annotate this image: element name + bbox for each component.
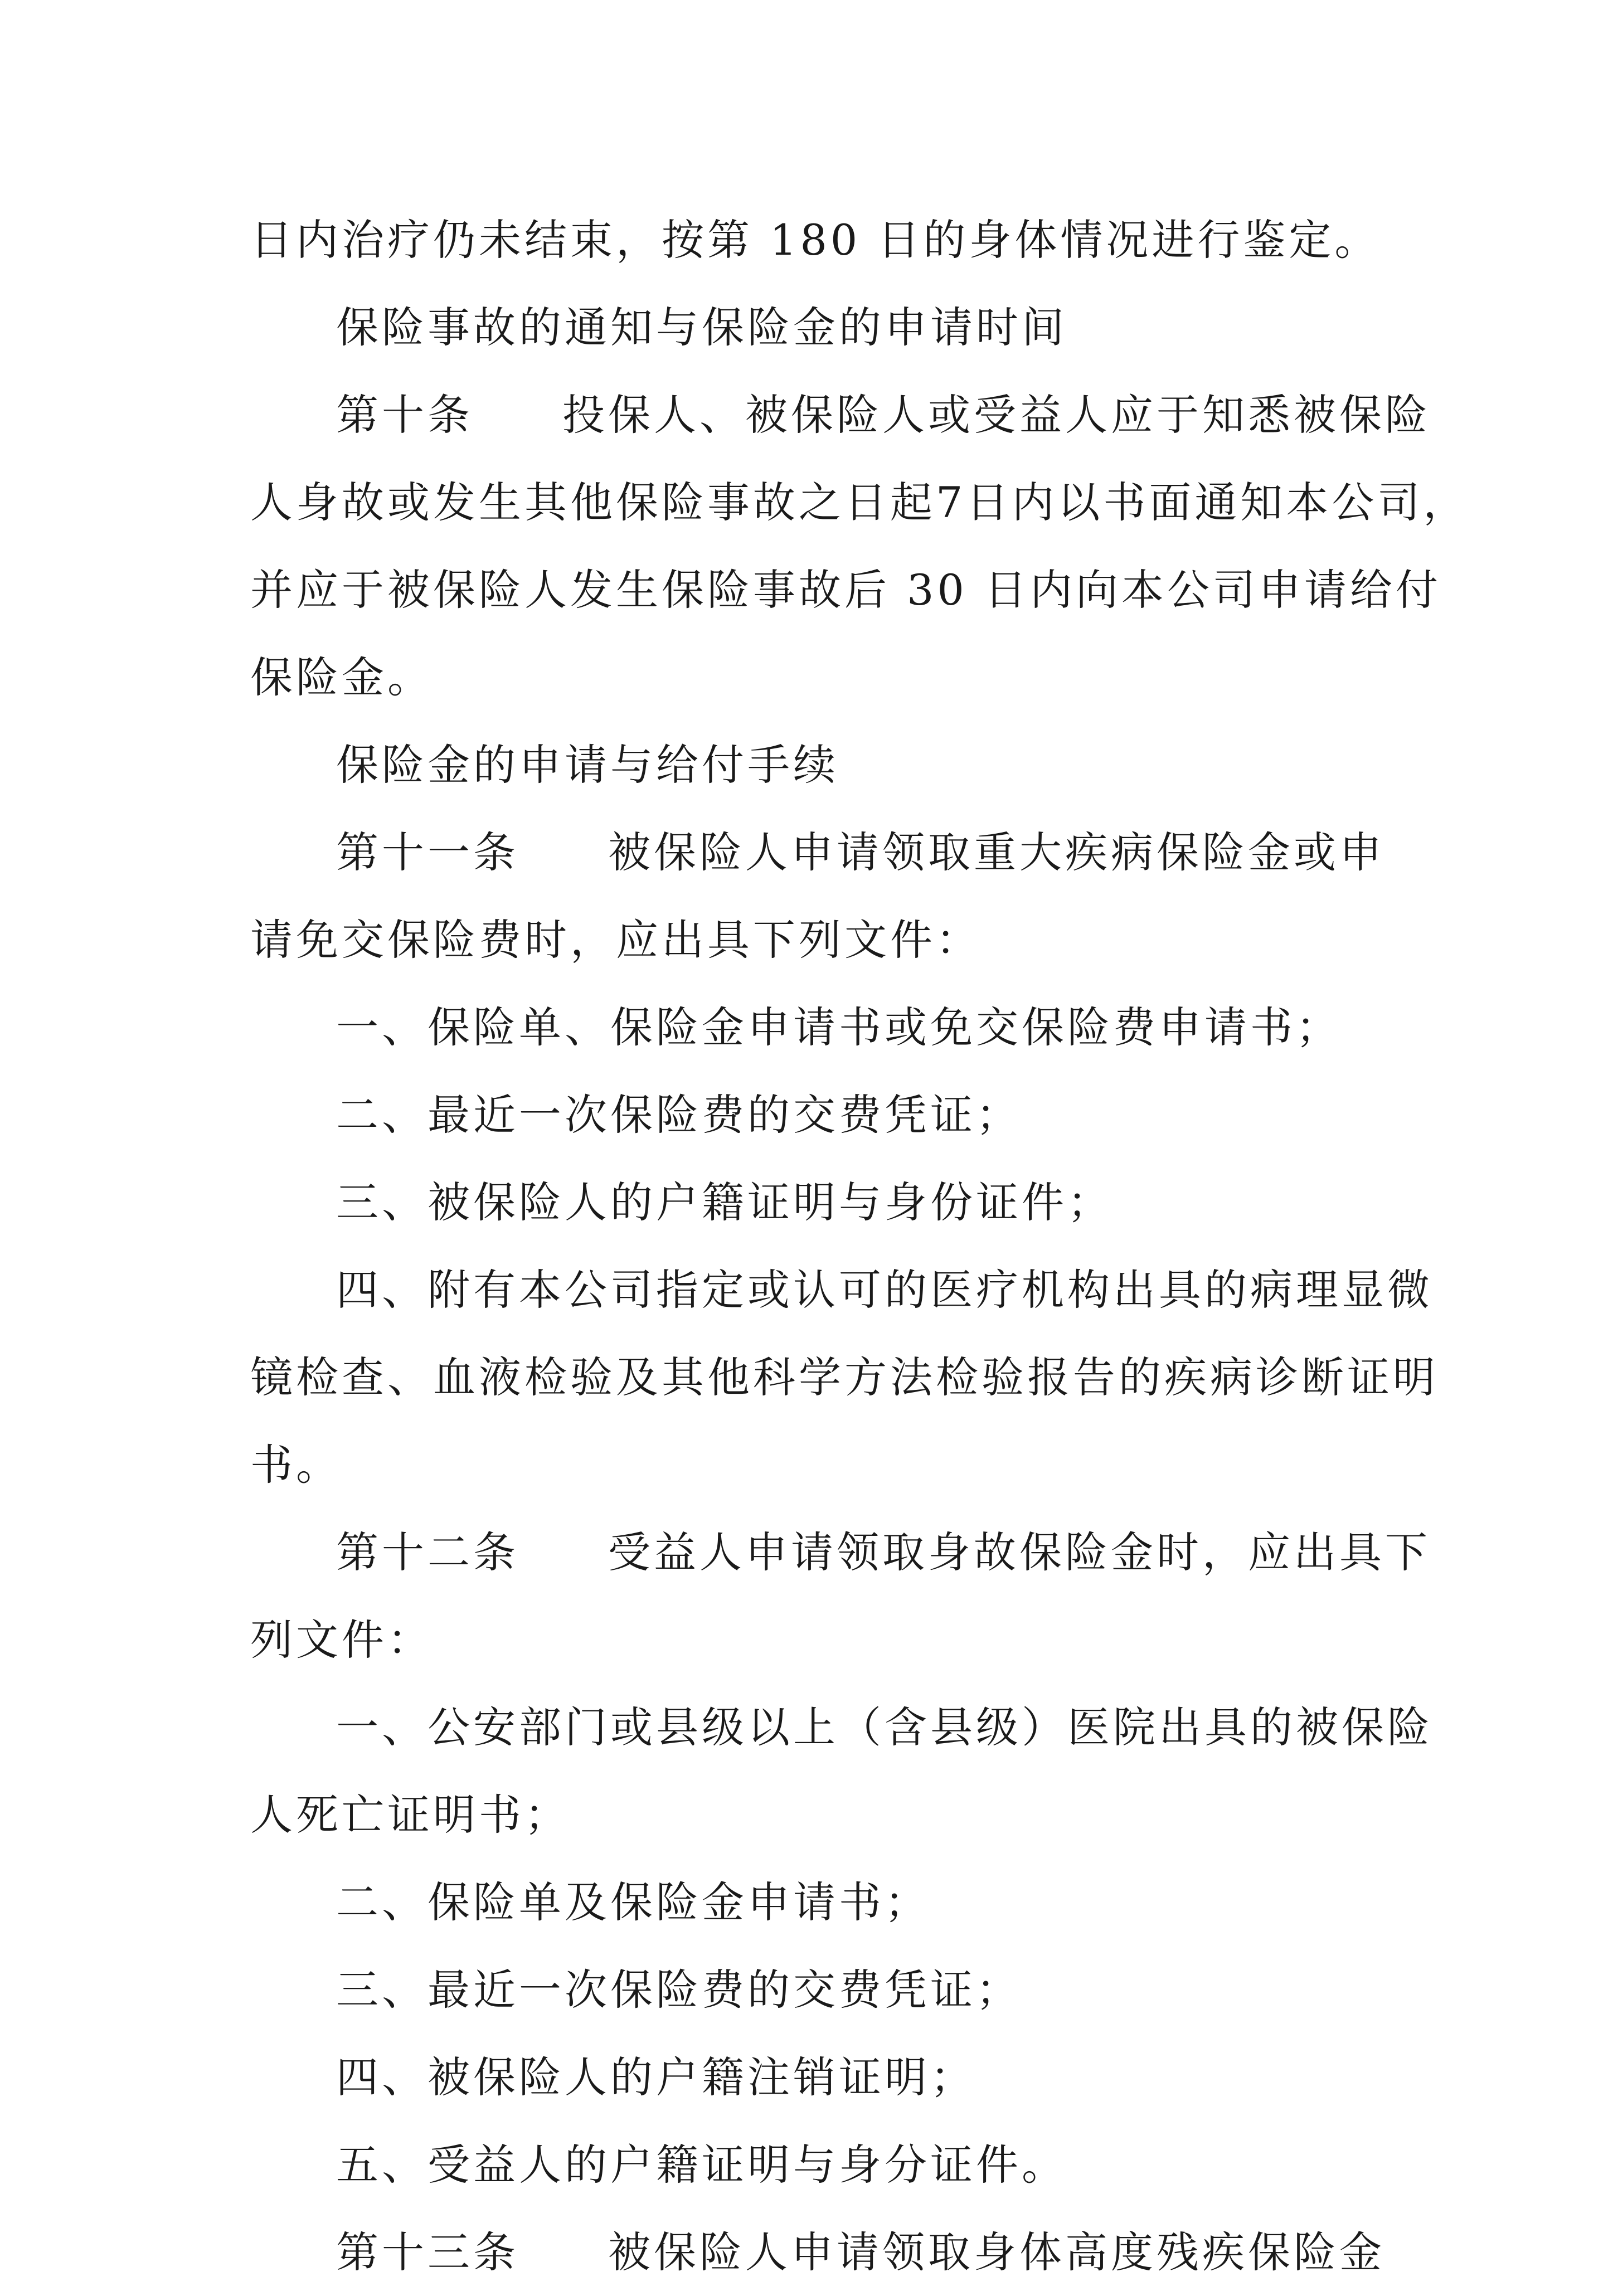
list-item: 一、保险单、保险金申请书或免交保险费申请书； <box>336 1003 1342 1052</box>
text-line: 并应于被保险人发生保险事故后 30 日内向本公司申请给付 <box>250 565 1442 615</box>
text-line: 列文件： <box>250 1615 433 1665</box>
article-13-label: 第十三条 <box>336 2227 519 2277</box>
section-heading-notice: 保险事故的通知与保险金的申请时间 <box>336 303 1067 352</box>
article-12-label: 第十二条 <box>336 1528 519 1577</box>
text-line: 请免交保险费时，应出具下列文件： <box>250 915 982 965</box>
article-13-text: 被保险人申请领取身体高度残疾保险金 <box>608 2227 1385 2277</box>
text-line: 书。 <box>250 1440 342 1490</box>
document-body <box>250 196 1469 2296</box>
article-12-text: 受益人申请领取身故保险金时，应出具下 <box>608 1528 1431 1577</box>
text-line: 人死亡证明书； <box>250 1790 570 1840</box>
list-item: 四、附有本公司指定或认可的医疗机构出具的病理显微 <box>336 1265 1433 1315</box>
article-11-line <box>250 809 1385 896</box>
article-10-label: 第十条 <box>336 390 473 440</box>
list-item: 一、公安部门或县级以上（含县级）医院出具的被保险 <box>336 1702 1433 1752</box>
section-heading-procedure: 保险金的申请与给付手续 <box>336 740 839 790</box>
list-item: 二、保险单及保险金申请书； <box>336 1877 930 1927</box>
text-line: 日内治疗仍未结束，按第 180 日的身体情况进行鉴定。 <box>250 215 1381 265</box>
text-line: 保险金。 <box>250 653 433 702</box>
article-10-line <box>250 371 1431 459</box>
article-12-line <box>250 1509 1431 1596</box>
list-item: 三、最近一次保险费的交费凭证； <box>336 1965 1022 2015</box>
article-11-label: 第十一条 <box>336 828 519 877</box>
list-item: 四、被保险人的户籍注销证明； <box>336 2052 976 2102</box>
article-11-text: 被保险人申请领取重大疾病保险金或申 <box>608 828 1385 877</box>
list-item: 五、受益人的户籍证明与身分证件。 <box>336 2140 1067 2190</box>
text-line: 人身故或发生其他保险事故之日起7日内以书面通知本公司， <box>250 478 1469 527</box>
text-line: 镜检查、血液检验及其他科学方法检验报告的疾病诊断证明 <box>250 1353 1439 1402</box>
article-13-line <box>250 2209 1385 2296</box>
list-item: 二、最近一次保险费的交费凭证； <box>336 1090 1022 1140</box>
article-10-text: 投保人、被保险人或受益人应于知悉被保险 <box>562 390 1431 440</box>
list-item: 三、被保险人的户籍证明与身份证件； <box>336 1178 1113 1227</box>
